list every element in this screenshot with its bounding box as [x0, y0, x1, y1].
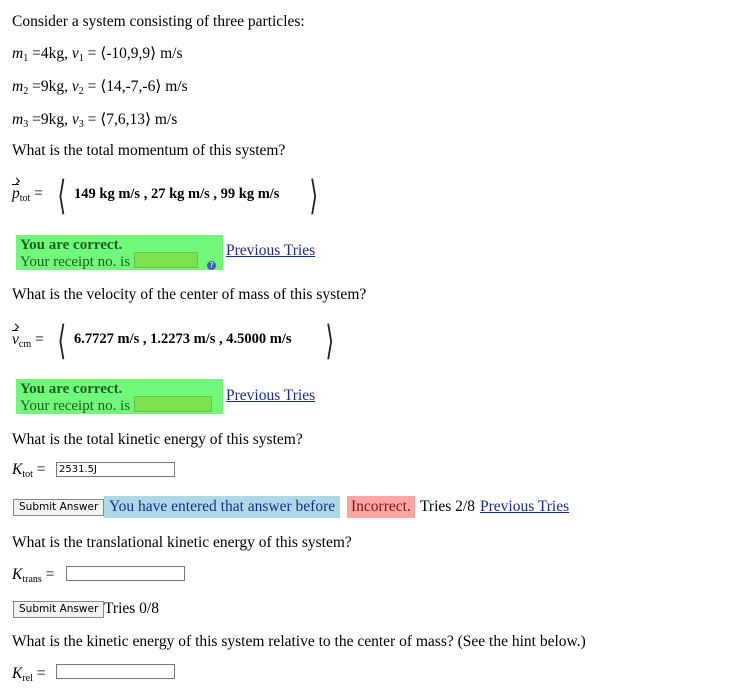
- q3-question: What is the total kinetic energy of this system?: [12, 431, 303, 448]
- q1-answer-row: $p_{tot}$ =: [12, 185, 43, 204]
- q3-submit-button[interactable]: Submit Answer: [13, 499, 104, 516]
- particle-3: $m_3 =9kg$, $v_3$ = ⟨7,6,13⟩ m/s: [12, 111, 178, 130]
- q2-previous-tries-link[interactable]: Previous Tries: [226, 387, 316, 404]
- q3-label: $K_{tot}$ =: [12, 461, 46, 480]
- q2-question: What is the velocity of the center of mass of this system?: [12, 286, 367, 303]
- q5-answer-input[interactable]: [56, 664, 175, 679]
- q3-entered-before-message: You have entered that answer before: [104, 496, 340, 518]
- q3-answer-input[interactable]: [56, 462, 175, 477]
- p-vector-symbol: p: [12, 185, 20, 202]
- right-angle-bracket: ⟩: [309, 173, 319, 219]
- q5-label: $K_{rel}$ =: [12, 665, 46, 684]
- q4-submit-button[interactable]: Submit Answer: [13, 601, 104, 618]
- q2-answer-value: 6.7727 m/s , 1.2273 m/s , 4.5000 m/s: [74, 331, 292, 347]
- q3-tries-count: Tries 2/8: [420, 498, 475, 515]
- right-angle-bracket: ⟩: [325, 318, 335, 364]
- q5-question: What is the kinetic energy of this system relative to the center of mass? (See the hint below.): [12, 633, 586, 650]
- left-angle-bracket: ⟨: [57, 318, 67, 364]
- particle-2: $m_2 =9kg$, $v_2$ = ⟨14,-7,-6⟩ m/s: [12, 78, 188, 97]
- q2-answer-row: $v_{cm}$ =: [12, 331, 44, 350]
- q4-question: What is the translational kinetic energy of this system?: [12, 534, 352, 551]
- particle-1: $m_1 =4kg$, $v_1$ = ⟨-10,9,9⟩ m/s: [12, 45, 183, 64]
- redacted-receipt: [134, 396, 212, 412]
- q2-correct-box: You are correct. Your receipt no. is: [16, 379, 223, 414]
- q1-previous-tries-link[interactable]: Previous Tries: [226, 242, 316, 259]
- intro-text: Consider a system consisting of three particles:: [12, 13, 305, 30]
- q1-correct-box: You are correct. Your receipt no. is: [16, 235, 223, 270]
- redacted-receipt: [134, 252, 198, 268]
- q1-answer-value: 149 kg m/s , 27 kg m/s , 99 kg m/s: [74, 186, 280, 202]
- q3-previous-tries-link[interactable]: Previous Tries: [480, 498, 570, 515]
- q4-label: $K_{trans}$ =: [12, 566, 55, 585]
- q4-answer-input[interactable]: [66, 566, 185, 581]
- left-angle-bracket: ⟨: [57, 173, 67, 219]
- v-vector-symbol: v: [12, 331, 19, 348]
- q4-tries-count: Tries 0/8: [104, 600, 159, 617]
- question-mark-help-icon[interactable]: ?: [207, 254, 216, 272]
- q3-incorrect-badge: Incorrect.: [347, 496, 415, 518]
- q1-question: What is the total momentum of this system?: [12, 142, 286, 159]
